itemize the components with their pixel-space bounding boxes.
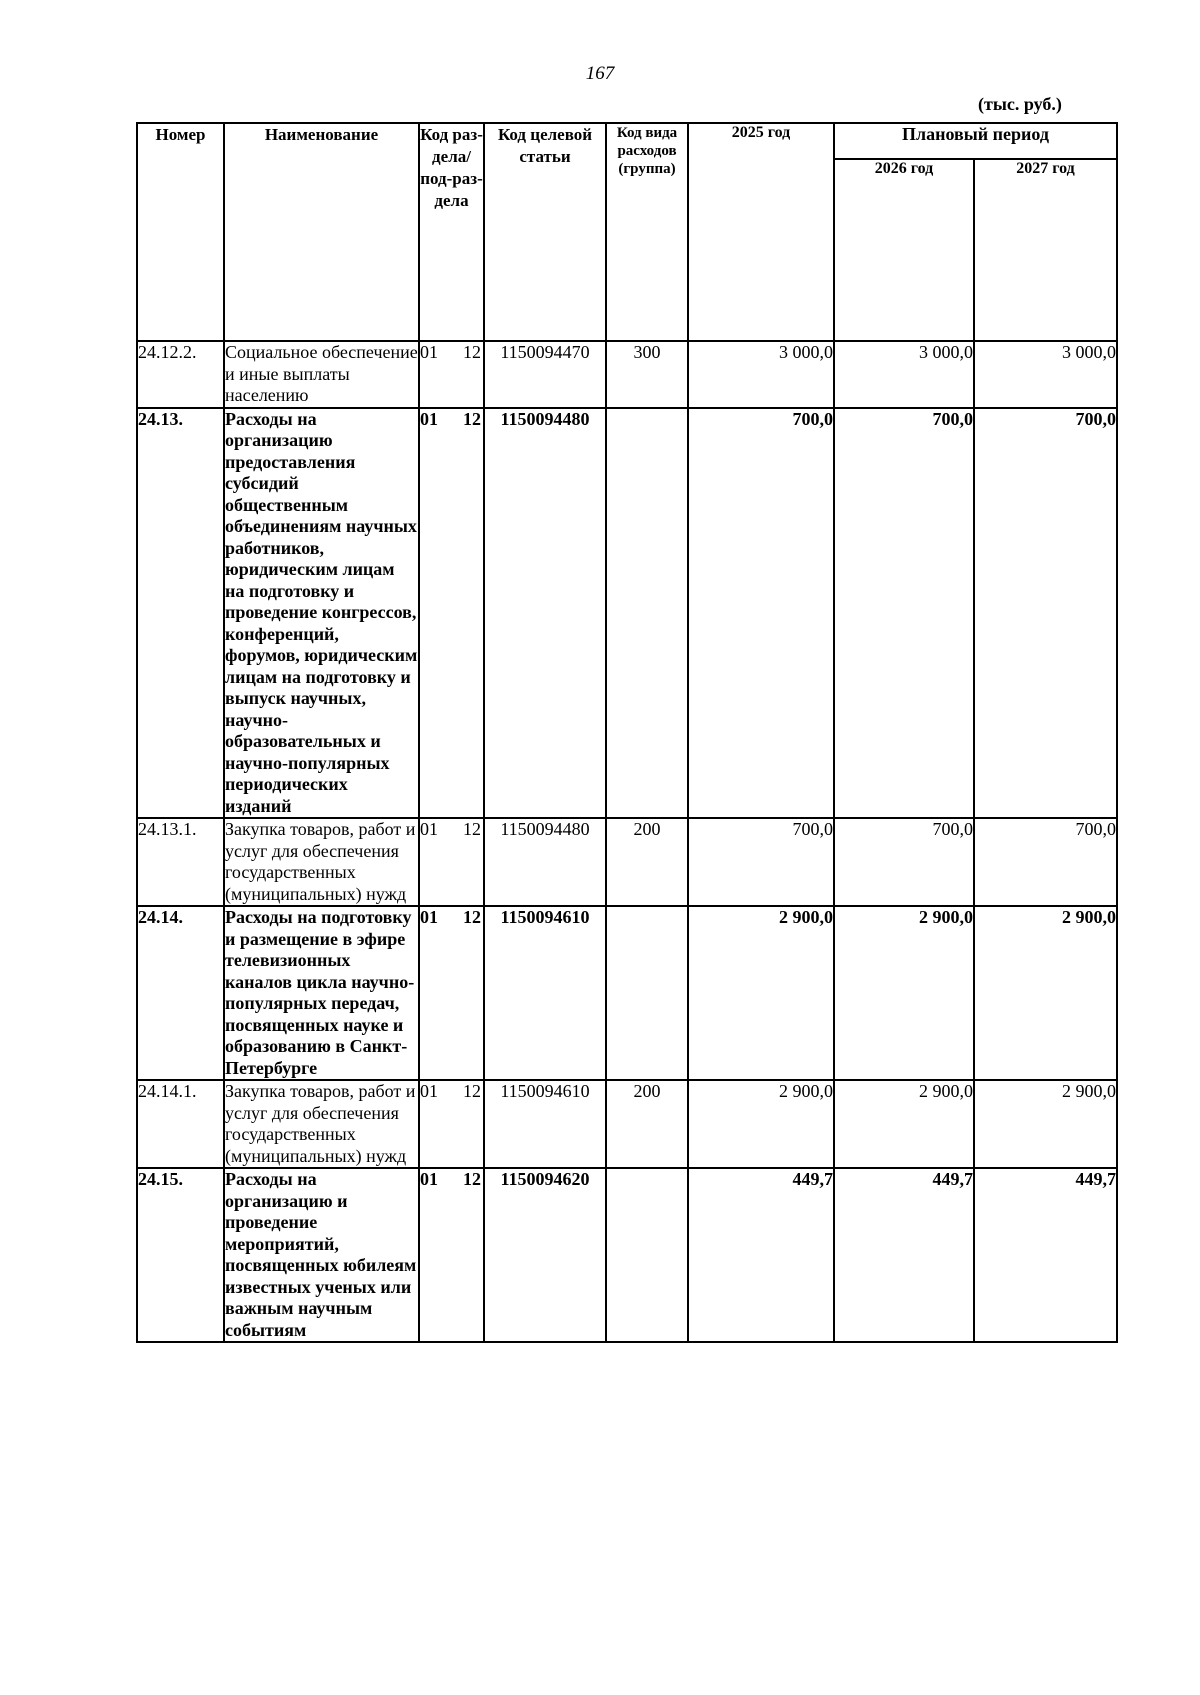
table-body <box>137 341 1117 1342</box>
row-amount-2025: 2 900,0 <box>688 1080 834 1168</box>
row-section: 01 <box>420 907 438 927</box>
header-number: Номер <box>137 123 224 341</box>
row-amount-2026: 3 000,0 <box>834 341 974 408</box>
row-target-code: 1150094470 <box>484 341 606 408</box>
row-section-code <box>419 1080 484 1168</box>
table-row <box>137 1080 1117 1168</box>
row-subsection: 12 <box>463 819 481 839</box>
row-target-code: 1150094480 <box>484 818 606 906</box>
row-target-code: 1150094620 <box>484 1168 606 1342</box>
row-target-code: 1150094610 <box>484 906 606 1080</box>
row-target-code: 1150094610 <box>484 1080 606 1168</box>
row-expense-type: 200 <box>606 818 688 906</box>
row-number: 24.14. <box>137 906 224 1080</box>
table-row <box>137 341 1117 408</box>
row-amount-2025: 449,7 <box>688 1168 834 1342</box>
row-expense-type <box>606 1168 688 1342</box>
row-name: Расходы на подготовку и размещение в эфире телевизионных каналов цикла научно-популярных передач, посвященных науке и образованию в Санкт-Петербурге <box>224 906 419 1080</box>
row-amount-2026: 2 900,0 <box>834 906 974 1080</box>
row-expense-type <box>606 408 688 819</box>
row-section-code <box>419 408 484 819</box>
row-name: Расходы на организацию и проведение мероприятий, посвященных юбилеям известных ученых или важным научным событиям <box>224 1168 419 1342</box>
row-target-code: 1150094480 <box>484 408 606 819</box>
header-target-code: Код целевой статьи <box>484 123 606 341</box>
row-amount-2027: 449,7 <box>974 1168 1117 1342</box>
row-section-code <box>419 818 484 906</box>
row-section-code <box>419 1168 484 1342</box>
table-row <box>137 1168 1117 1342</box>
row-section: 01 <box>420 342 438 362</box>
row-amount-2027: 3 000,0 <box>974 341 1117 408</box>
row-number: 24.13. <box>137 408 224 819</box>
row-section-code <box>419 341 484 408</box>
row-expense-type <box>606 906 688 1080</box>
table-row <box>137 818 1117 906</box>
row-amount-2025: 3 000,0 <box>688 341 834 408</box>
row-subsection: 12 <box>463 342 481 362</box>
row-number: 24.14.1. <box>137 1080 224 1168</box>
table-row <box>137 906 1117 1080</box>
row-amount-2026: 700,0 <box>834 818 974 906</box>
row-name: Закупка товаров, работ и услуг для обеспечения государственных (муниципальных) нужд <box>224 1080 419 1168</box>
header-name: Наименование <box>224 123 419 341</box>
row-name: Закупка товаров, работ и услуг для обеспечения государственных (муниципальных) нужд <box>224 818 419 906</box>
row-amount-2027: 700,0 <box>974 818 1117 906</box>
header-row-top <box>137 123 1117 159</box>
table-row <box>137 408 1117 819</box>
row-expense-type: 300 <box>606 341 688 408</box>
row-amount-2027: 2 900,0 <box>974 906 1117 1080</box>
header-expense-type: Код вида расходов (группа) <box>606 123 688 341</box>
row-expense-type: 200 <box>606 1080 688 1168</box>
row-number: 24.12.2. <box>137 341 224 408</box>
row-section-code <box>419 906 484 1080</box>
row-section: 01 <box>420 408 438 429</box>
row-number: 24.15. <box>137 1168 224 1342</box>
row-amount-2025: 700,0 <box>688 818 834 906</box>
row-amount-2025: 700,0 <box>688 408 834 819</box>
header-section-code: Код раз-дела/ под-раз-дела <box>419 123 484 341</box>
row-number: 24.13.1. <box>137 818 224 906</box>
header-planned-period: Плановый период <box>834 123 1117 159</box>
row-section: 01 <box>420 819 438 839</box>
row-section: 01 <box>420 1169 438 1189</box>
row-subsection: 12 <box>463 1081 481 1101</box>
row-subsection: 12 <box>463 1169 481 1189</box>
header-year-2025: 2025 год <box>688 123 834 341</box>
row-name: Социальное обеспечение и иные выплаты населению <box>224 341 419 408</box>
units-label: (тыс. руб.) <box>978 94 1062 114</box>
row-amount-2025: 2 900,0 <box>688 906 834 1080</box>
row-amount-2026: 449,7 <box>834 1168 974 1342</box>
header-year-2027: 2027 год <box>974 159 1117 341</box>
row-amount-2026: 700,0 <box>834 408 974 819</box>
budget-table <box>136 122 1118 1343</box>
page-number: 167 <box>585 63 615 84</box>
row-subsection: 12 <box>463 907 481 927</box>
row-name: Расходы на организацию предоставления субсидий общественным объединениям научных работников, юридическим лицам на подготовку и проведение конгрессов, конференций, форумов, юридическим лицам на подготовку и выпуск научных, научно-образовательных и научно-популярных периодических изданий <box>224 408 419 819</box>
row-section: 01 <box>420 1081 438 1101</box>
row-amount-2027: 2 900,0 <box>974 1080 1117 1168</box>
row-amount-2027: 700,0 <box>974 408 1117 819</box>
row-subsection: 12 <box>463 408 481 429</box>
row-amount-2026: 2 900,0 <box>834 1080 974 1168</box>
header-year-2026: 2026 год <box>834 159 974 341</box>
